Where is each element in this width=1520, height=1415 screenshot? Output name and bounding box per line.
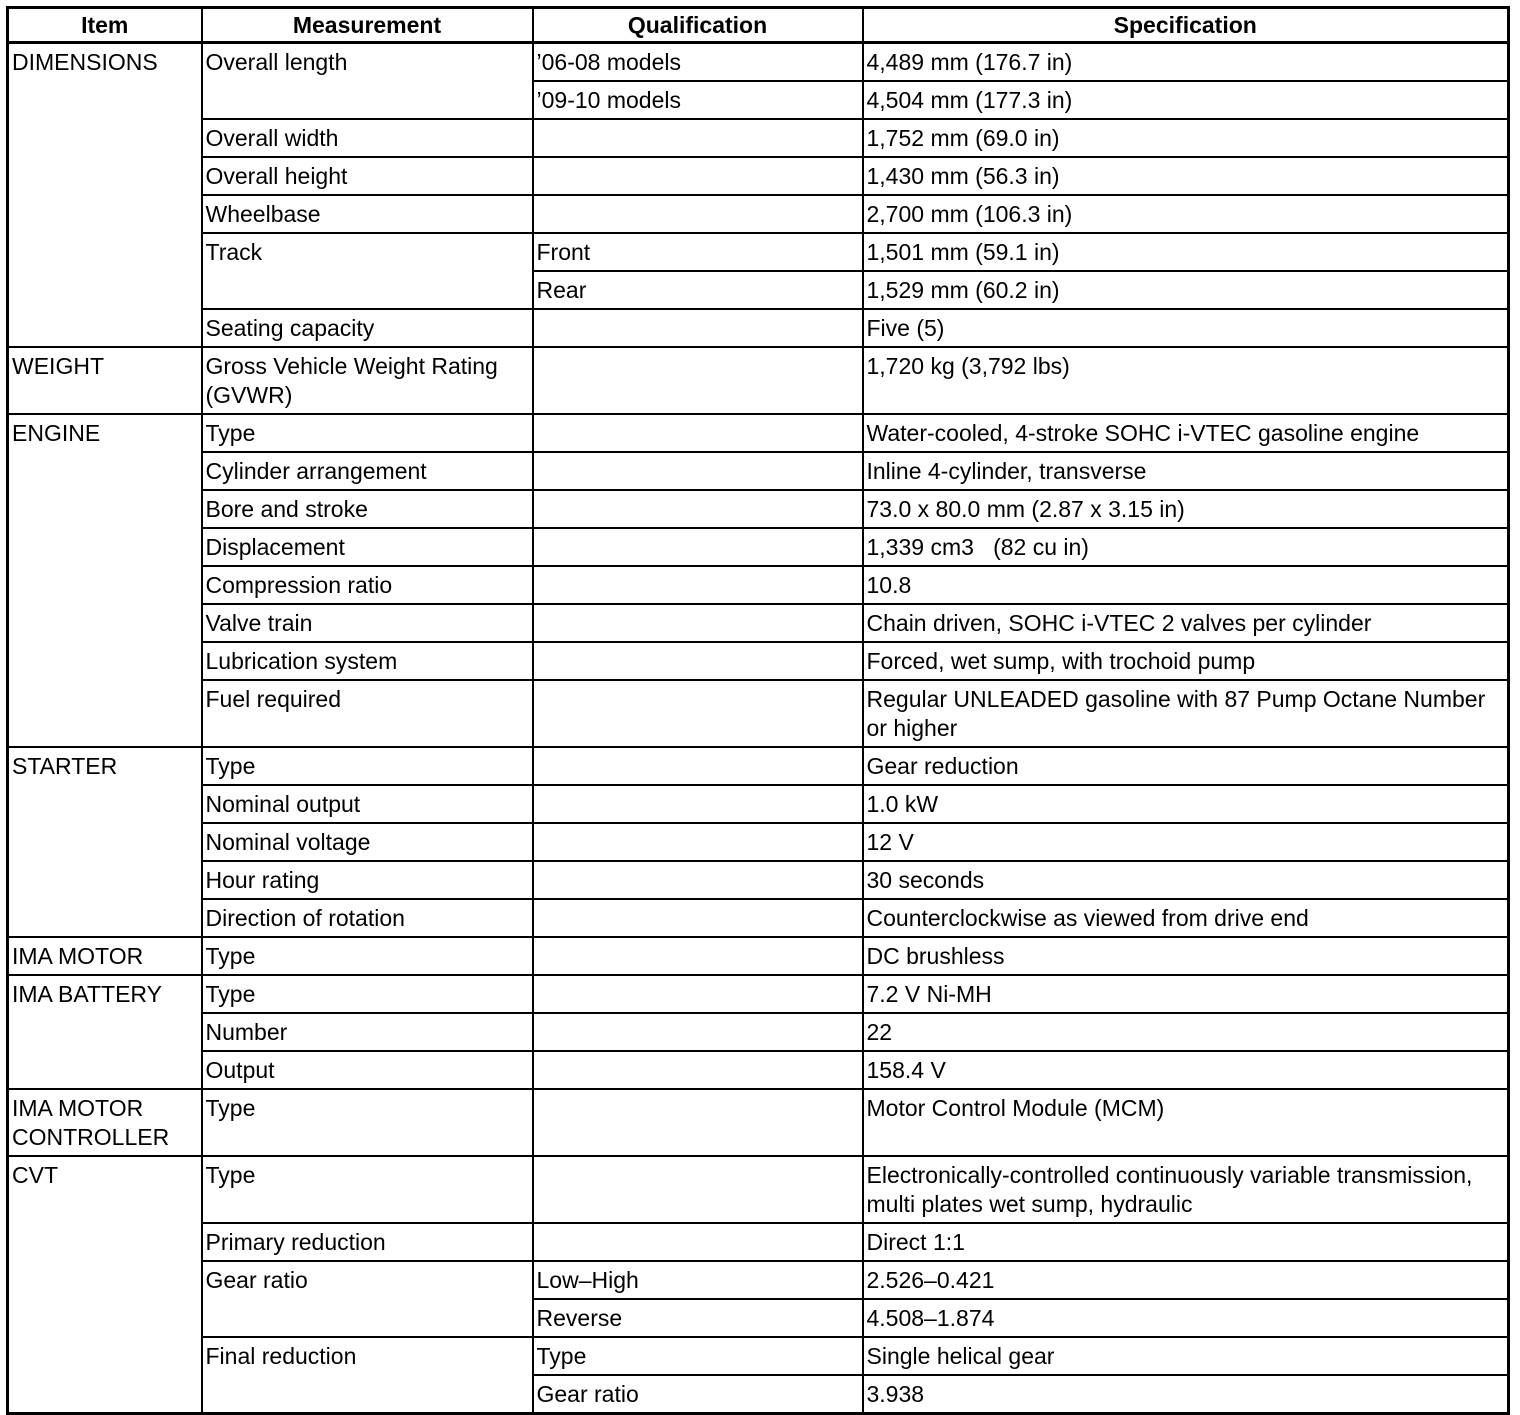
qualification-cell: Type xyxy=(533,1337,863,1375)
qualification-cell xyxy=(533,861,863,899)
specification-cell: 7.2 V Ni-MH xyxy=(863,975,1509,1013)
measurement-cell: Track xyxy=(202,233,533,309)
header-row xyxy=(8,8,1509,43)
measurement-cell: Compression ratio xyxy=(202,566,533,604)
specification-cell: 2,700 mm (106.3 in) xyxy=(863,195,1509,233)
specifications-table xyxy=(6,6,1510,1415)
qualification-cell xyxy=(533,157,863,195)
group-ima-motor-controller: IMA MOTOR CONTROLLER xyxy=(8,1089,202,1156)
table-row xyxy=(8,1013,1509,1051)
qualification-cell: ’09-10 models xyxy=(533,81,863,119)
measurement-cell: Direction of rotation xyxy=(202,899,533,937)
measurement-cell: Nominal voltage xyxy=(202,823,533,861)
table-row xyxy=(8,414,1509,452)
qualification-cell xyxy=(533,1223,863,1261)
specification-cell: 1.0 kW xyxy=(863,785,1509,823)
qualification-cell xyxy=(533,785,863,823)
table-row xyxy=(8,347,1509,414)
qualification-cell xyxy=(533,747,863,785)
group-ima-battery: IMA BATTERY xyxy=(8,975,202,1089)
group-cvt: CVT xyxy=(8,1156,202,1414)
specification-cell: 1,339 cm3 (82 cu in) xyxy=(863,528,1509,566)
measurement-cell: Cylinder arrangement xyxy=(202,452,533,490)
table-row xyxy=(8,642,1509,680)
specification-cell: 158.4 V xyxy=(863,1051,1509,1089)
table-row xyxy=(8,899,1509,937)
specification-cell: 1,430 mm (56.3 in) xyxy=(863,157,1509,195)
measurement-cell: Wheelbase xyxy=(202,195,533,233)
measurement-cell: Type xyxy=(202,747,533,785)
qualification-cell xyxy=(533,452,863,490)
table-row xyxy=(8,680,1509,747)
table-row xyxy=(8,1089,1509,1156)
group-engine: ENGINE xyxy=(8,414,202,747)
specification-cell: 4,504 mm (177.3 in) xyxy=(863,81,1509,119)
qualification-cell xyxy=(533,1089,863,1156)
qualification-cell xyxy=(533,1051,863,1089)
table-row xyxy=(8,452,1509,490)
qualification-cell xyxy=(533,528,863,566)
qualification-cell xyxy=(533,642,863,680)
header-measurement: Measurement xyxy=(202,8,533,43)
table-row xyxy=(8,747,1509,785)
qualification-cell xyxy=(533,899,863,937)
group-ima-motor: IMA MOTOR xyxy=(8,937,202,975)
measurement-cell: Number xyxy=(202,1013,533,1051)
table-row xyxy=(8,823,1509,861)
measurement-cell: Primary reduction xyxy=(202,1223,533,1261)
measurement-cell: Overall height xyxy=(202,157,533,195)
measurement-cell: Type xyxy=(202,975,533,1013)
qualification-cell xyxy=(533,414,863,452)
qualification-cell: ’06-08 models xyxy=(533,43,863,82)
qualification-cell xyxy=(533,680,863,747)
specification-cell: 1,752 mm (69.0 in) xyxy=(863,119,1509,157)
qualification-cell: Front xyxy=(533,233,863,271)
specification-cell: Motor Control Module (MCM) xyxy=(863,1089,1509,1156)
specification-cell: 4,489 mm (176.7 in) xyxy=(863,43,1509,82)
specification-cell: Electronically-controlled continuously variable transmission, multi plates wet sump, hydraulic xyxy=(863,1156,1509,1223)
table-row xyxy=(8,1337,1509,1375)
qualification-cell xyxy=(533,823,863,861)
specification-cell: DC brushless xyxy=(863,937,1509,975)
measurement-cell: Type xyxy=(202,414,533,452)
specification-cell: Regular UNLEADED gasoline with 87 Pump Octane Number or higher xyxy=(863,680,1509,747)
table-row xyxy=(8,119,1509,157)
specification-cell: 3.938 xyxy=(863,1375,1509,1414)
measurement-cell: Output xyxy=(202,1051,533,1089)
measurement-cell: Lubrication system xyxy=(202,642,533,680)
specification-cell: 30 seconds xyxy=(863,861,1509,899)
table-row xyxy=(8,975,1509,1013)
qualification-cell xyxy=(533,937,863,975)
measurement-cell: Type xyxy=(202,1156,533,1223)
specification-cell: 1,501 mm (59.1 in) xyxy=(863,233,1509,271)
table-row xyxy=(8,785,1509,823)
specification-cell: 4.508–1.874 xyxy=(863,1299,1509,1337)
specification-cell: 1,529 mm (60.2 in) xyxy=(863,271,1509,309)
qualification-cell: Gear ratio xyxy=(533,1375,863,1414)
qualification-cell: Reverse xyxy=(533,1299,863,1337)
measurement-cell: Fuel required xyxy=(202,680,533,747)
measurement-cell: Type xyxy=(202,1089,533,1156)
specification-cell: 12 V xyxy=(863,823,1509,861)
table-row xyxy=(8,1223,1509,1261)
qualification-cell: Low–High xyxy=(533,1261,863,1299)
specification-cell: Gear reduction xyxy=(863,747,1509,785)
qualification-cell xyxy=(533,566,863,604)
table-row xyxy=(8,490,1509,528)
specification-cell: Single helical gear xyxy=(863,1337,1509,1375)
measurement-cell: Final reduction xyxy=(202,1337,533,1414)
specification-cell: Counterclockwise as viewed from drive end xyxy=(863,899,1509,937)
group-weight: WEIGHT xyxy=(8,347,202,414)
measurement-cell: Gross Vehicle Weight Rating (GVWR) xyxy=(202,347,533,414)
table-row xyxy=(8,604,1509,642)
specification-cell: 1,720 kg (3,792 lbs) xyxy=(863,347,1509,414)
table-row xyxy=(8,528,1509,566)
specification-cell: 73.0 x 80.0 mm (2.87 x 3.15 in) xyxy=(863,490,1509,528)
qualification-cell xyxy=(533,490,863,528)
qualification-cell xyxy=(533,309,863,347)
table-row xyxy=(8,566,1509,604)
measurement-cell: Gear ratio xyxy=(202,1261,533,1337)
table-row xyxy=(8,1051,1509,1089)
specification-cell: Direct 1:1 xyxy=(863,1223,1509,1261)
header-qualification: Qualification xyxy=(533,8,863,43)
qualification-cell xyxy=(533,975,863,1013)
table-row xyxy=(8,1156,1509,1223)
header-specification: Specification xyxy=(863,8,1509,43)
table-row xyxy=(8,43,1509,82)
measurement-cell: Overall length xyxy=(202,43,533,120)
qualification-cell xyxy=(533,1013,863,1051)
table-row xyxy=(8,195,1509,233)
measurement-cell: Type xyxy=(202,937,533,975)
table-row xyxy=(8,1261,1509,1299)
specification-cell: Chain driven, SOHC i-VTEC 2 valves per cylinder xyxy=(863,604,1509,642)
table-row xyxy=(8,233,1509,271)
specification-cell: 10.8 xyxy=(863,566,1509,604)
measurement-cell: Hour rating xyxy=(202,861,533,899)
specification-cell: Inline 4-cylinder, transverse xyxy=(863,452,1509,490)
group-starter: STARTER xyxy=(8,747,202,937)
measurement-cell: Displacement xyxy=(202,528,533,566)
table-row xyxy=(8,937,1509,975)
group-dimensions: DIMENSIONS xyxy=(8,43,202,348)
qualification-cell xyxy=(533,347,863,414)
qualification-cell xyxy=(533,195,863,233)
specification-cell: 22 xyxy=(863,1013,1509,1051)
specification-cell: 2.526–0.421 xyxy=(863,1261,1509,1299)
specification-cell: Water-cooled, 4-stroke SOHC i-VTEC gasoline engine xyxy=(863,414,1509,452)
header-item: Item xyxy=(8,8,202,43)
measurement-cell: Overall width xyxy=(202,119,533,157)
specification-cell: Five (5) xyxy=(863,309,1509,347)
measurement-cell: Valve train xyxy=(202,604,533,642)
measurement-cell: Seating capacity xyxy=(202,309,533,347)
qualification-cell xyxy=(533,604,863,642)
qualification-cell: Rear xyxy=(533,271,863,309)
specification-cell: Forced, wet sump, with trochoid pump xyxy=(863,642,1509,680)
measurement-cell: Nominal output xyxy=(202,785,533,823)
table-row xyxy=(8,157,1509,195)
qualification-cell xyxy=(533,119,863,157)
measurement-cell: Bore and stroke xyxy=(202,490,533,528)
table-row xyxy=(8,309,1509,347)
table-row xyxy=(8,861,1509,899)
qualification-cell xyxy=(533,1156,863,1223)
